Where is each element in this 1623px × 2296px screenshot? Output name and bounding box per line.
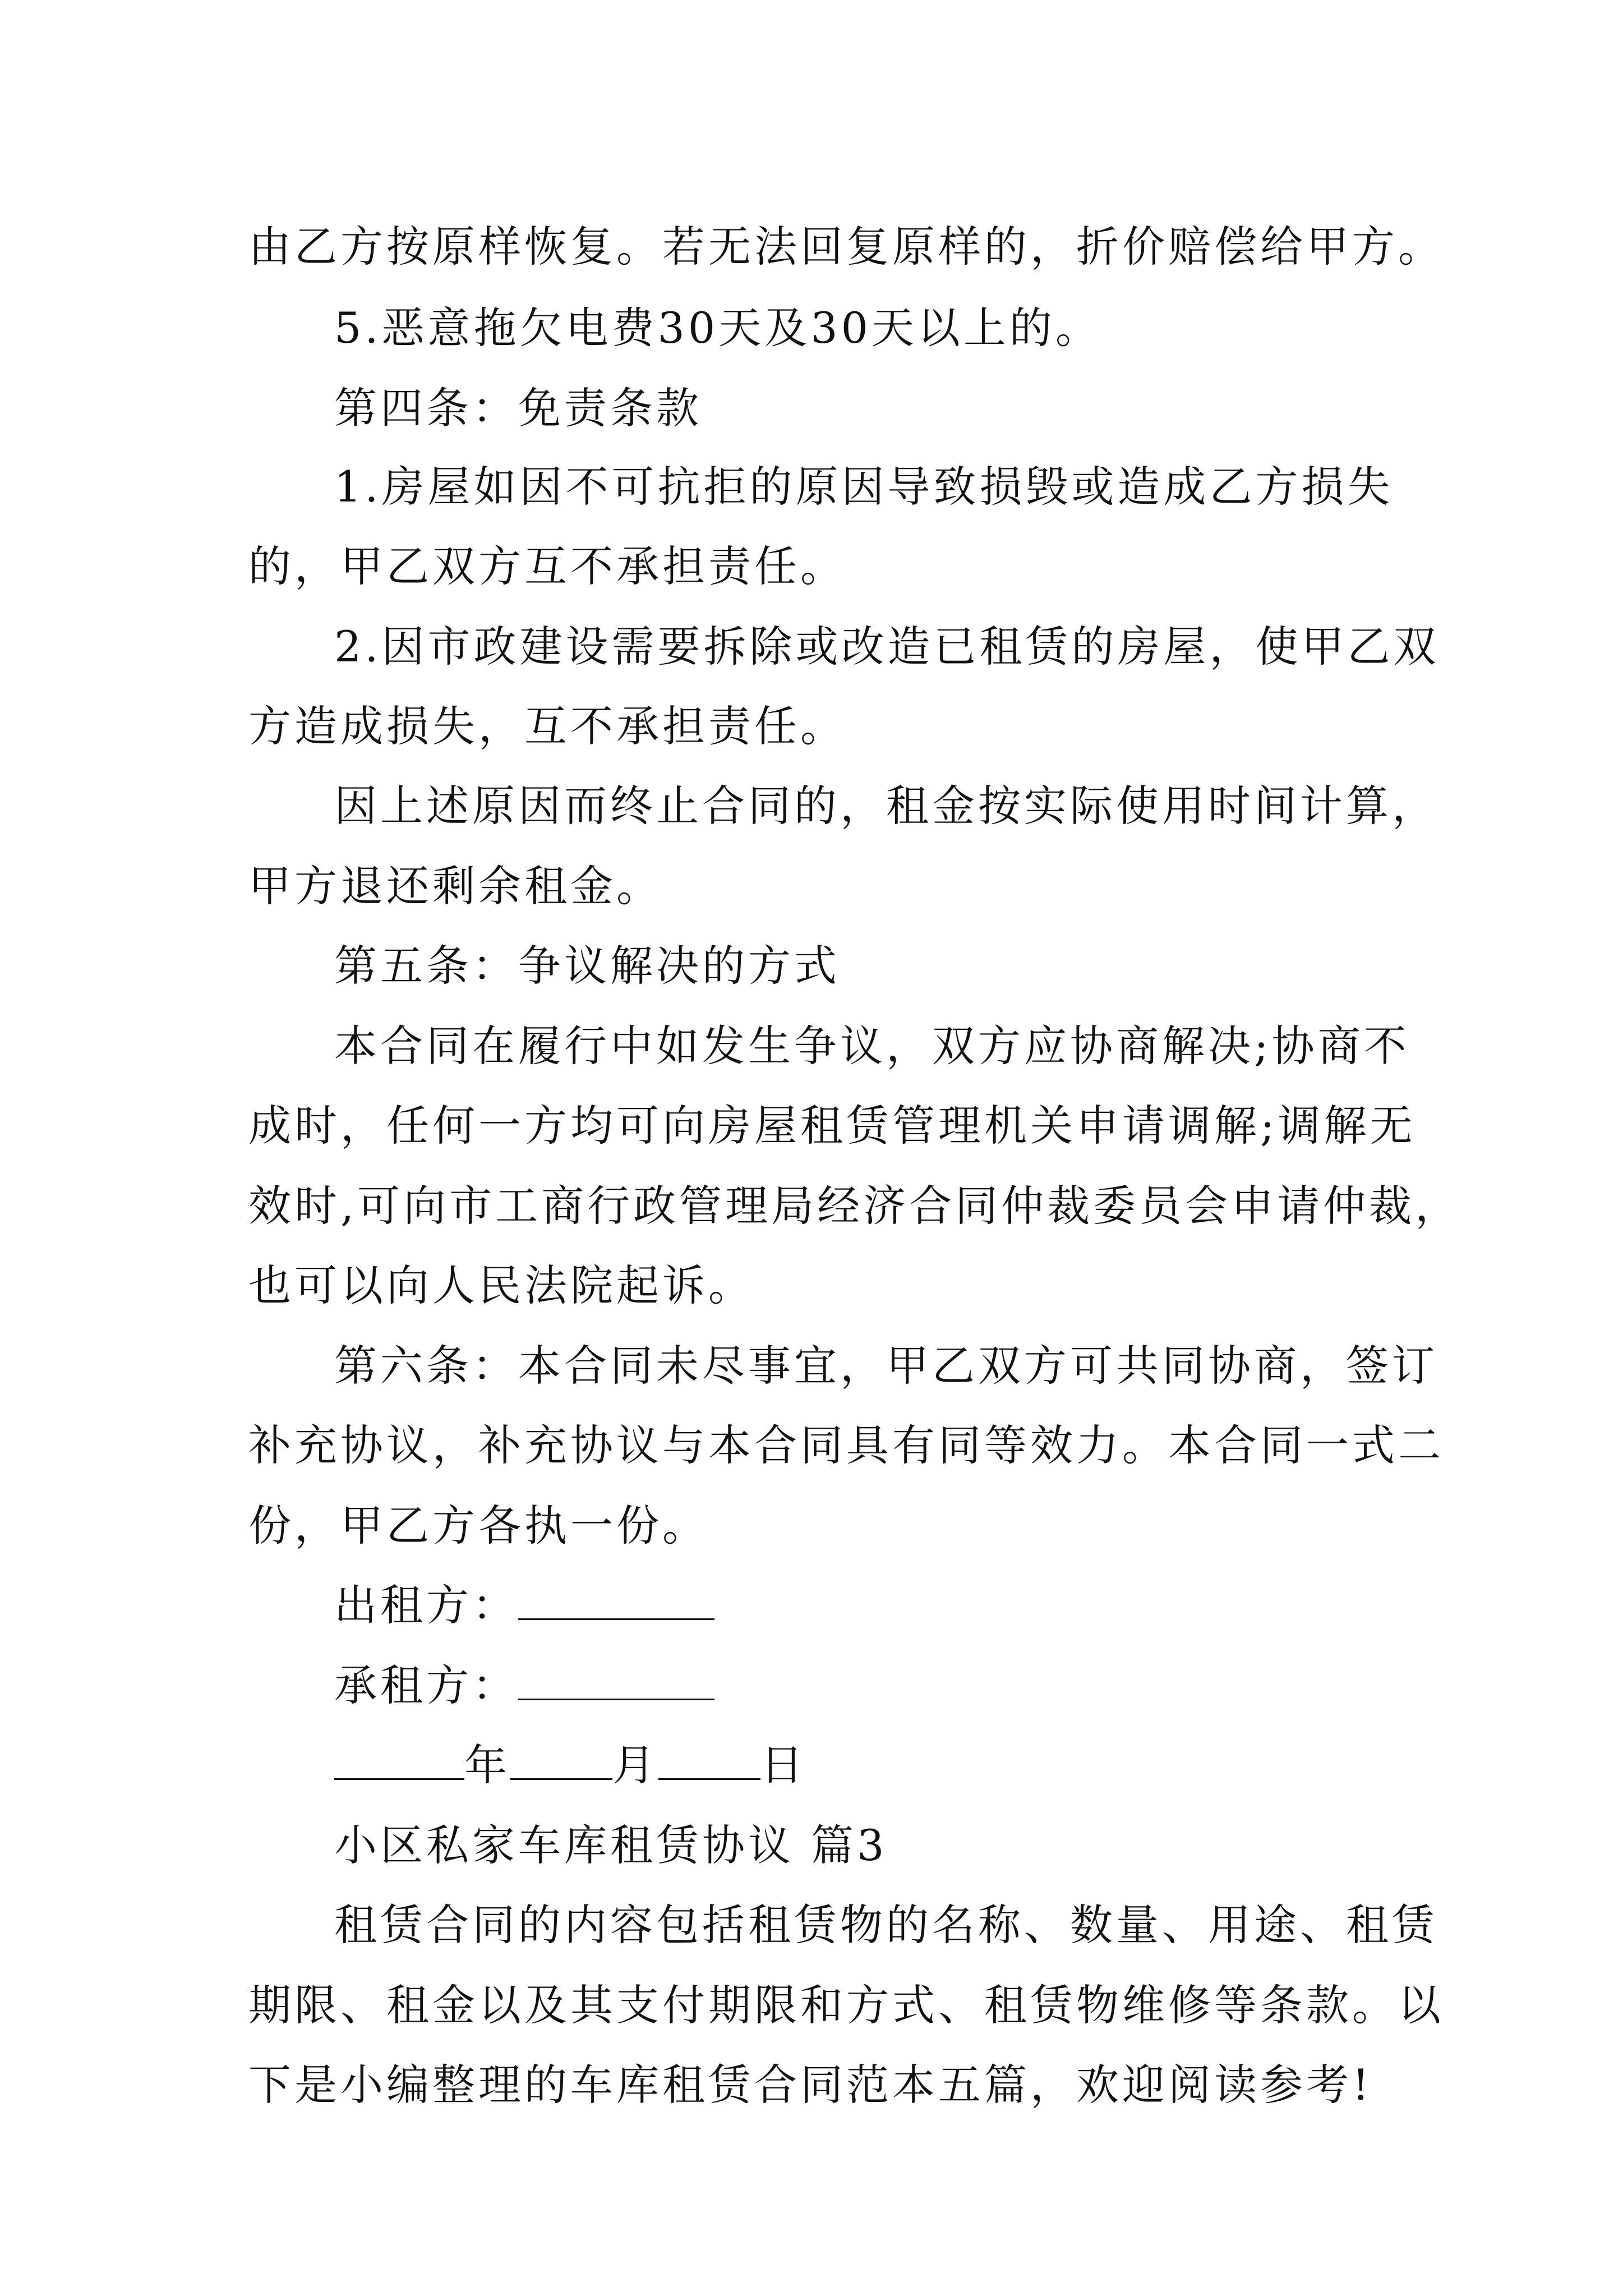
intro-line: 租赁合同的内容包括租赁物的名称、数量、用途、租赁 xyxy=(334,1900,1438,1950)
text-line: 本合同在履行中如发生争议，双方应协商解决;协商不 xyxy=(334,1021,1410,1071)
intro-line: 下是小编整理的车库租赁合同范本五篇，欢迎阅读参考! xyxy=(248,2060,1373,2110)
lessor-signature-line xyxy=(334,1577,714,1634)
section-heading: 第四条：免责条款 xyxy=(334,383,702,433)
text-line: 因上述原因而终止合同的，租金按实际使用时间计算， xyxy=(334,781,1438,831)
month-label: 月 xyxy=(612,1740,658,1790)
lessor-blank xyxy=(518,1579,714,1620)
text-line: 甲方退还剩余租金。 xyxy=(248,861,662,911)
lessor-label: 出租方： xyxy=(334,1580,518,1630)
intro-line: 期限、租金以及其支付期限和方式、租赁物维修等条款。以 xyxy=(248,1980,1444,2030)
year-label: 年 xyxy=(464,1740,510,1790)
day-label: 日 xyxy=(760,1740,806,1790)
text-line: 也可以向人民法院起诉。 xyxy=(248,1260,754,1310)
text-line: 补充协议，补充协议与本合同具有同等效力。本合同一式二 xyxy=(248,1420,1444,1470)
lessee-signature-line xyxy=(334,1658,714,1714)
text-line: 由乙方按原样恢复。若无法回复原样的，折价赔偿给甲方。 xyxy=(248,222,1444,272)
section-heading: 第五条：争议解决的方式 xyxy=(334,941,840,991)
text-line: 第六条：本合同未尽事宜，甲乙双方可共同协商，签订 xyxy=(334,1341,1438,1391)
text-line: 效时,可向市工商行政管理局经济合同仲裁委员会申请仲裁， xyxy=(248,1181,1461,1231)
text-line: 的，甲乙双方互不承担责任。 xyxy=(248,541,846,591)
month-blank xyxy=(510,1739,612,1780)
article-heading: 小区私家车库租赁协议 篇3 xyxy=(334,1820,888,1870)
text-line: 5.恶意拖欠电费30天及30天以上的。 xyxy=(334,303,1101,353)
year-blank xyxy=(334,1739,464,1780)
text-line: 方造成损失，互不承担责任。 xyxy=(248,701,846,751)
text-line: 2.因市政建设需要拆除或改造已租赁的房屋，使甲乙双 xyxy=(334,622,1440,671)
lessee-blank xyxy=(518,1659,714,1700)
text-line: 成时，任何一方均可向房屋租赁管理机关申请调解;调解无 xyxy=(248,1101,1416,1151)
text-line: 1.房屋如因不可抗拒的原因导致损毁或造成乙方损失 xyxy=(334,462,1394,512)
text-line: 份，甲乙方各执一份。 xyxy=(248,1501,708,1550)
date-line xyxy=(334,1737,806,1793)
lessee-label: 承租方： xyxy=(334,1660,518,1710)
day-blank xyxy=(658,1739,760,1780)
